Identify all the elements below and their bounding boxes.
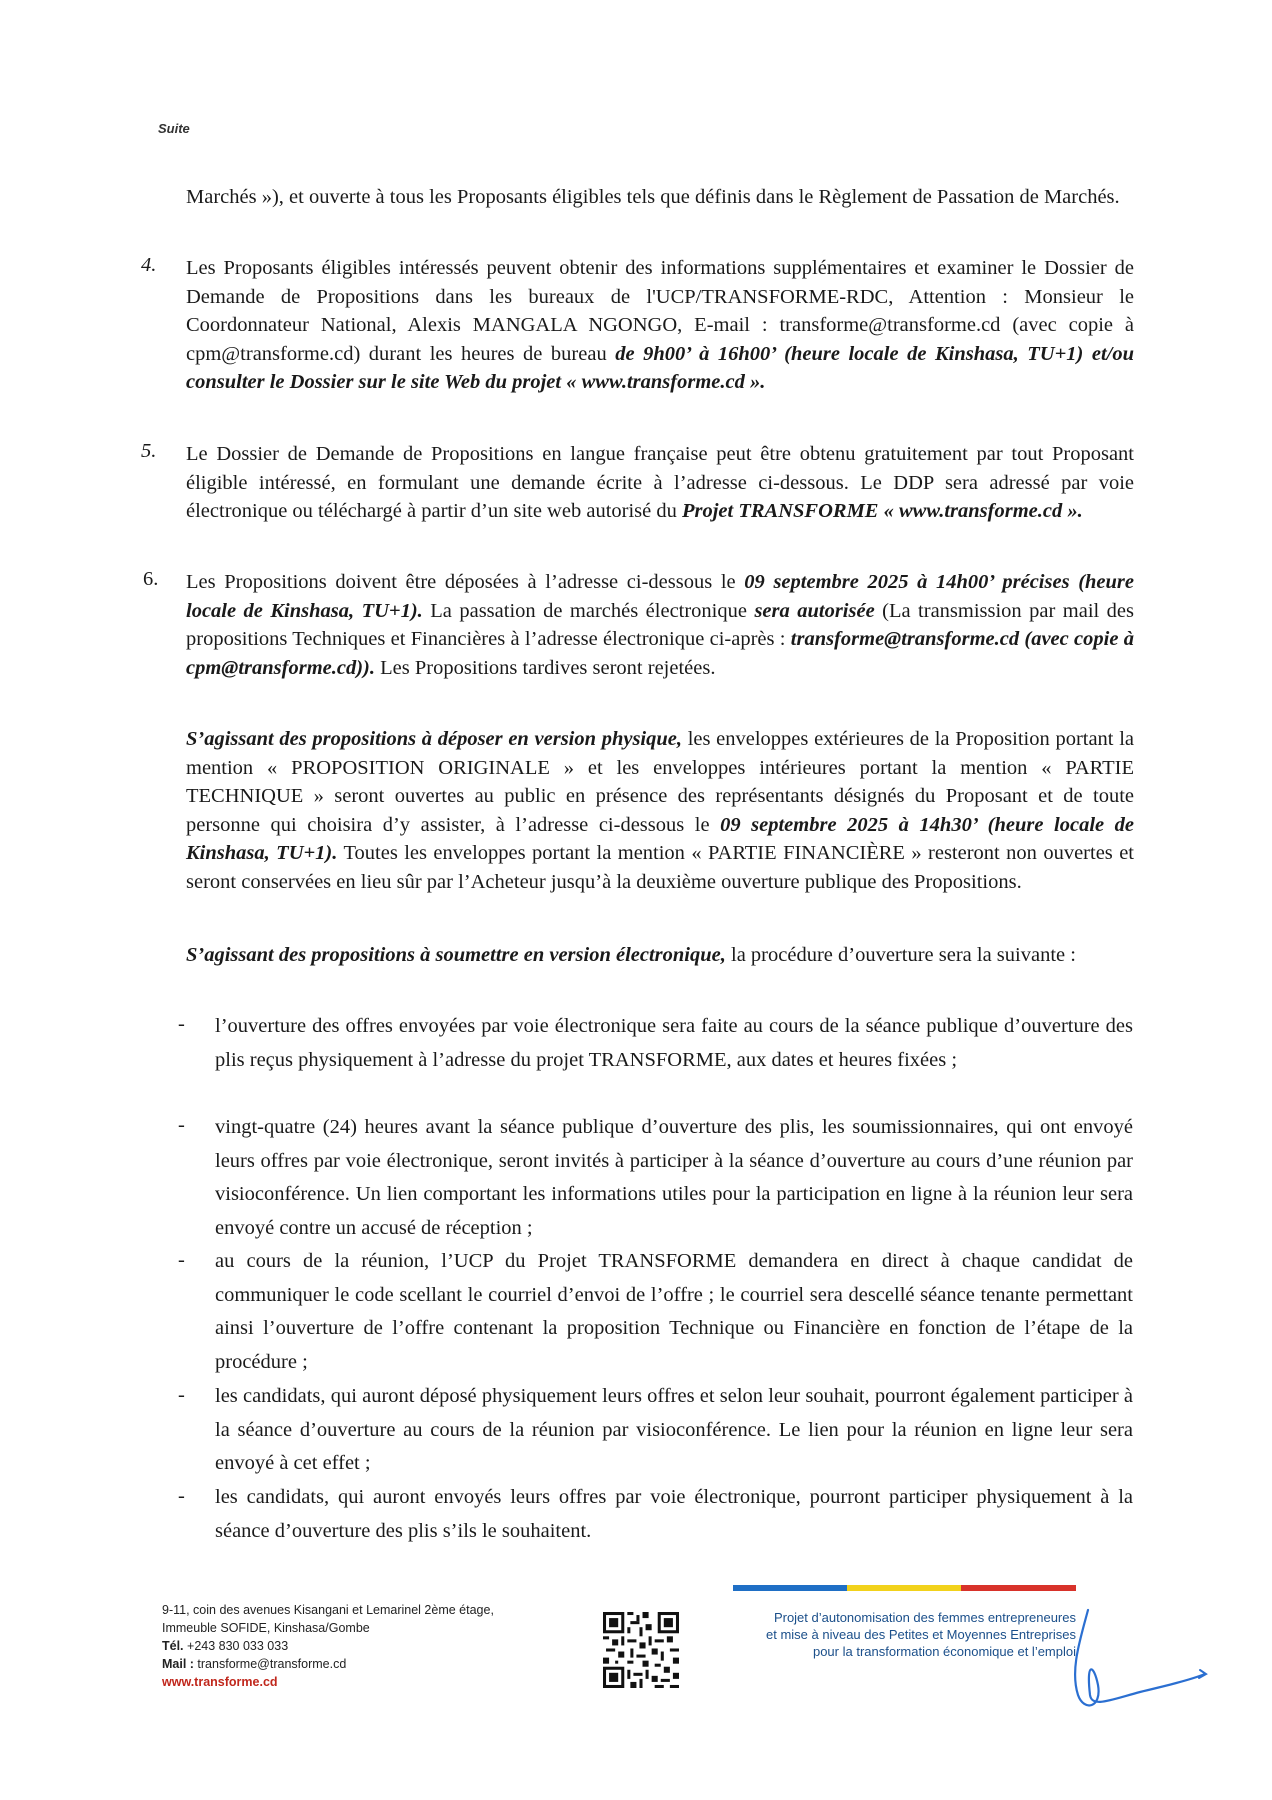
paragraph-physical-version [186, 725, 1134, 897]
paragraph-emphasis: transforme@transforme.cd (avec copie à cpm@transforme.cd)). [186, 628, 1134, 679]
signature-icon [1050, 1600, 1210, 1720]
item-number-6: 6. [143, 568, 159, 590]
address-line: Immeuble SOFIDE, Kinshasa/Gombe [162, 1621, 370, 1635]
paragraph-text: Les Propositions doivent être déposées à l’adresse ci-dessous le [186, 571, 745, 593]
bullet-item: l’ouverture des offres envoyées par voie électronique sera faite au cours de la séance publique d’ouverture des plis reçus physiquement à l’adresse du projet TRANSFORME, aux dates et heures fixées ; [215, 1015, 1133, 1071]
mail-line [162, 1655, 582, 1673]
project-line: pour la transformation économique et l’emploi [812, 1644, 1076, 1659]
paragraph-text: Toutes les enveloppes portant la mention « PARTIE FINANCIÈRE » resteront non ouvertes et seront conservées en lieu sûr par l’Acheteur jusqu’à la deuxième ouverture publique des Propositions. [186, 842, 1134, 893]
paragraph-electronic-version [186, 941, 1134, 970]
paragraph-text: la procédure d’ouverture sera la suivante : [725, 944, 1076, 966]
bullet-item: au cours de la réunion, l’UCP du Projet TRANSFORME demandera en direct à chaque candidat de communiquer le code scellant le courriel d’envoi de l’offre ; le courriel sera descellé séance tenante permettant ainsi l’ouverture de l’offre contenant la proposition Technique ou Financière en fonction de l’étape de la procédure ; [215, 1250, 1133, 1373]
paragraph-emphasis: Projet TRANSFORME « www.transforme.cd ». [681, 500, 1083, 523]
paragraph-emphasis: S’agissant des propositions à soumettre en version électronique, [186, 944, 726, 966]
paragraph-emphasis: 09 septembre 2025 à 14h30’ (heure locale de Kinshasa, TU+1). [186, 813, 1135, 865]
bullet-item: les candidats, qui auront déposé physiquement leurs offres et selon leur souhait, pourront également participer à la séance d’ouverture au cours de la réunion par visioconférence. Le lien pour la réunion en ligne leur sera envoyé à cet effet ; [215, 1385, 1133, 1474]
qr-code-icon[interactable] [603, 1612, 679, 1688]
bullet-item: les candidats, qui auront envoyés leurs offres par voie électronique, pourront participer physiquement à la séance d’ouverture des plis s’ils le souhaitent. [215, 1486, 1133, 1542]
footer-bar-blue [733, 1585, 847, 1591]
bullet-dash: - [178, 1249, 185, 1271]
website-link[interactable]: www.transforme.cd [162, 1675, 278, 1689]
paragraph-emphasis: 09 septembre 2025 à 14h00’ précises (heure locale de Kinshasa, TU+1). [186, 571, 1134, 622]
item-number-4: 4. [141, 254, 157, 276]
bullet-dash: - [178, 1485, 185, 1507]
mail-label: Mail : [162, 1657, 194, 1671]
bullet-dash: - [178, 1013, 185, 1035]
mail-address: transforme@transforme.cd [193, 1657, 347, 1671]
paragraph-text: Les Propositions tardives seront rejetées. [375, 656, 716, 679]
paragraph-text: La passation de marchés électronique [422, 599, 755, 622]
paragraph-emphasis: de 9h00’ à 16h00’ (heure locale de Kinshasa, TU+1) et/ou consulter le Dossier sur le site Web du projet « www.transforme.cd ». [186, 342, 1134, 394]
paragraph-item-6 [186, 568, 1134, 682]
phone-number: +243 830 033 033 [183, 1639, 289, 1653]
paragraph-text: les enveloppes extérieures de la Proposition portant la mention « PROPOSITION ORIGINALE » et les enveloppes intérieures portant la mention « PARTIE TECHNIQUE » seront ouvertes au public en présence des représentants désignés du Proposant et de toute personne qui choisira d’y assister, à l’adresse ci-dessous le [186, 728, 1134, 836]
paragraph-emphasis: S’agissant des propositions à déposer en version physique, [186, 728, 683, 750]
paragraph-item-5 [186, 440, 1134, 526]
paragraph-item-4 [186, 254, 1134, 397]
item-number-5: 5. [141, 440, 157, 462]
paragraph-continuation [186, 183, 1134, 212]
footer-address [162, 1601, 582, 1691]
bullet-dash: - [178, 1384, 185, 1406]
page-header-suite: Suite [158, 121, 190, 136]
paragraph-emphasis: sera autorisée [754, 599, 875, 622]
phone-line [162, 1637, 582, 1655]
paragraph-text: Le Dossier de Demande de Propositions en langue française peut être obtenu gratuitement par tout Proposant éligible intéressé, en formulant une demande écrite à l’adresse ci-dessous. Le DDP sera adressé par voie électronique ou téléchargé à partir d’un site web autorisé du [186, 443, 1134, 523]
phone-label: Tél. [162, 1639, 184, 1653]
bullet-dash: - [178, 1114, 185, 1136]
paragraph-text: Marchés »), et ouverte à tous les Proposants éligibles tels que définis dans le Règlement de Passation de Marchés. [186, 186, 1120, 208]
bullet-item: vingt-quatre (24) heures avant la séance publique d’ouverture des plis, les soumissionnaires, qui ont envoyé leurs offres par voie électronique, seront invités à participer à la séance d’ouverture au cours d’une réunion par visioconférence. Un lien comportant les informations utiles pour la participation en ligne à la réunion leur sera envoyé contre un accusé de réception ; [215, 1116, 1133, 1239]
footer-project-title [700, 1609, 1076, 1660]
project-line: Projet d’autonomisation des femmes entrepreneures [773, 1610, 1076, 1625]
footer-bar-yellow [847, 1585, 961, 1591]
footer-bar-red [961, 1585, 1076, 1591]
paragraph-text: Les Proposants éligibles intéressés peuvent obtenir des informations supplémentaires et examiner le Dossier de Demande de Propositions dans les bureaux de l'UCP/TRANSFORME-RDC, Attention : Monsieur le Coordonnateur National, Alexis MANGALA NGONGO, E-mail : transforme@transforme.cd (avec copie à cpm@transforme.cd) durant les heures de bureau [186, 257, 1134, 365]
project-line: et mise à niveau des Petites et Moyennes Entreprises [766, 1627, 1076, 1642]
paragraph-text: (La transmission par mail des propositions Techniques et Financières à l’adresse électronique ci-après : [186, 599, 1135, 651]
address-line: 9-11, coin des avenues Kisangani et Lemarinel 2ème étage, [162, 1603, 494, 1617]
